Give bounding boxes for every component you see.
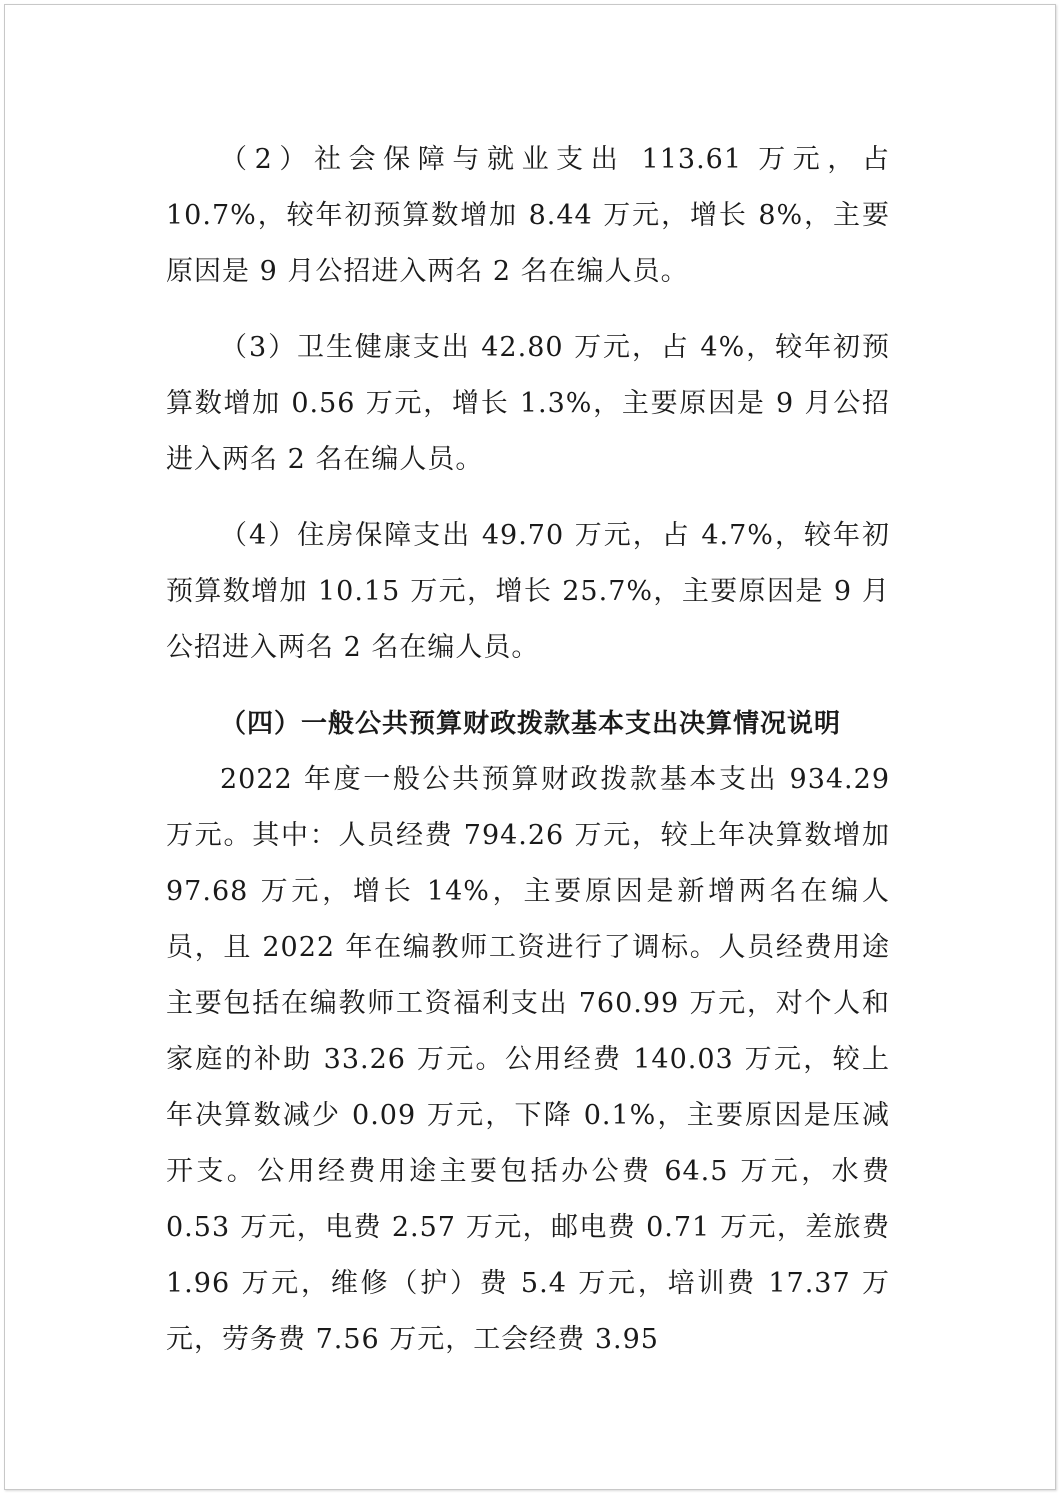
paragraph-housing: （4）住房保障支出 49.70 万元，占 4.7%，较年初预算数增加 10.15 万元，增长 25.7%，主要原因是 9 月公招进入两名 2 名在编人员。 — [166, 520, 890, 663]
paragraph-health: （3）卫生健康支出 42.80 万元，占 4%，较年初预算数增加 0.56 万元，增长 1.3%，主要原因是 9 月公招进入两名 2 名在编人员。 — [166, 332, 890, 475]
section-heading: （四）一般公共预算财政拨款基本支出决算情况说明 — [220, 709, 842, 739]
document-content — [166, 132, 890, 1368]
paragraph-basic-expenditure: 2022 年度一般公共预算财政拨款基本支出 934.29 万元。其中：人员经费 794.26 万元，较上年决算数增加 97.68 万元，增长 14%，主要原因是新增两名在编人员，且 2022 年在编教师工资进行了调标。人员经费用途主要包括在编教师工资福利支出 760.99 万元，对个人和家庭的补助 33.26 万元。公用经费 140.03 万元，较上年决算数减少 0.09 万元，下降 0.1%，主要原因是压减开支。公用经费用途主要包括办公费 64.5 万元，水费 0.53 万元，电费 2.57 万元，邮电费 0.71 万元，差旅费 1.96 万元，维修（护）费 5.4 万元，培训费 17.37 万元，劳务费 7.56 万元，工会经费 3.95 — [166, 764, 890, 1355]
paragraph-social-security: （2）社会保障与就业支出 113.61 万元，占 10.7%，较年初预算数增加 8.44 万元，增长 8%，主要原因是 9 月公招进入两名 2 名在编人员。 — [166, 144, 890, 287]
